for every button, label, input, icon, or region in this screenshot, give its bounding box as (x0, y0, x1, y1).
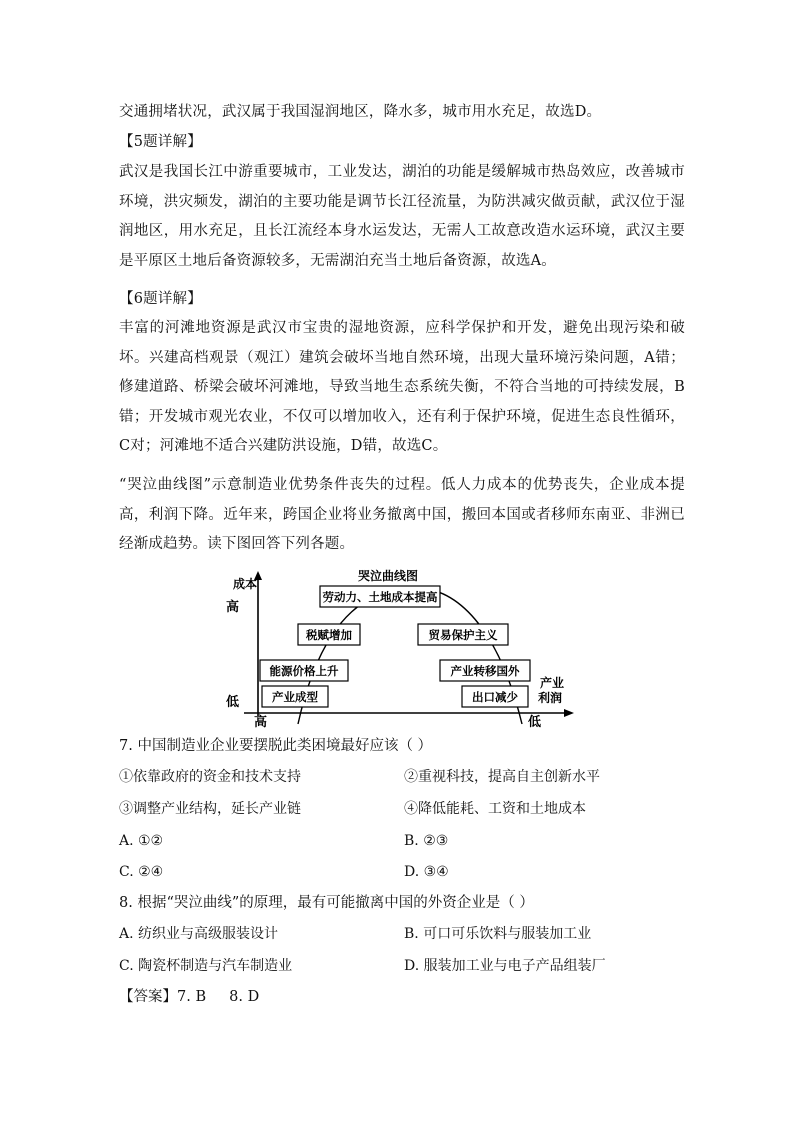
q7-option-b: B. ②③ (404, 833, 449, 849)
q7-stem: 7. 中国制造业企业要摆脱此类困境最好应该（ ） (119, 738, 433, 754)
paragraph-answer-4-end: 交通拥堵状况，武汉属于我国湿润地区，降水多，城市用水充足，故选D。 (119, 104, 602, 120)
x-axis-label-line1: 产业 (540, 676, 565, 690)
box-trade-protectionism: 贸易保护主义 (428, 628, 498, 642)
q8-stem: 8. 根据“哭泣曲线”的原理，最有可能撤离中国的外资企业是（ ） (119, 895, 534, 911)
q7-statement-2: ②重视科技，提高自主创新水平 (404, 769, 600, 785)
q7-option-d: D. ③④ (404, 864, 449, 880)
box-labor-land-cost: 劳动力、土地成本提高 (322, 590, 438, 604)
x-low-label: 低 (528, 715, 542, 728)
q7-option-a: A. ①② (119, 833, 164, 849)
diagram-title: 哭泣曲线图 (358, 569, 419, 583)
q8-option-c: C. 陶瓷杯制造与汽车制造业 (119, 958, 293, 974)
paragraph-diagram-intro: “哭泣曲线图”示意制造业优势条件丧失的过程。低人力成本的优势丧失，企业成本提高，利润下降。近年来，跨国企业将业务撤离中国，搬回本国或者移师东南亚、非洲已经渐成趋势。读下图回答下列各题。 (119, 477, 685, 552)
q8-option-a: A. 纺织业与高级服装设计 (119, 926, 279, 942)
box-export-decrease: 出口减少 (472, 690, 518, 704)
crying-curve-diagram (216, 566, 580, 728)
q8-option-b: B. 可口可乐饮料与服装加工业 (404, 926, 592, 942)
paragraph-q6-explanation: 丰富的河滩地资源是武汉市宝贵的湿地资源，应科学保护和开发，避免出现污染和破坏。兴建高档观景（观江）建筑会破坏当地自然环境，出现大量环境污染问题，A错；修建道路、桥梁会破坏河滩地，导致当地生态系统失衡，不符合当地的可持续发展，B错；开发城市观光农业，不仅可以增加收入，还有利于保护环境，促进生态良性循环，C对；河滩地不适合兴建防洪设施，D错，故选C。 (119, 320, 685, 454)
x-high-label: 高 (254, 715, 268, 728)
y-low-label: 低 (226, 695, 240, 710)
q7-statement-1: ①依靠政府的资金和技术支持 (119, 769, 301, 785)
box-industry-transfer: 产业转移国外 (450, 664, 520, 678)
q7-option-c: C. ②④ (119, 864, 164, 880)
q8-option-d: D. 服装加工业与电子产品组装厂 (404, 958, 606, 974)
paragraph-q5-explanation: 武汉是我国长江中游重要城市，工业发达，湖泊的功能是缓解城市热岛效应，改善城市环境，洪灾频发，湖泊的主要功能是调节长江径流量，为防洪减灾做贡献，武汉位于湿润地区，用水充足，且长江流经本身水运发达，无需人工故意改造水运环境，武汉主要是平原区土地后备资源较多，无需湖泊充当土地后备资源，故选A。 (119, 164, 685, 269)
heading-q5-explanation: 【5题详解】 (119, 134, 202, 150)
answer-line: 【答案】7. B 8. D (119, 989, 260, 1005)
x-axis-label-line2: 利润 (538, 691, 563, 705)
box-energy-price: 能源价格上升 (269, 664, 339, 678)
y-axis-label: 成本 (233, 577, 258, 591)
q7-statement-4: ④降低能耗、工资和土地成本 (404, 801, 586, 817)
box-tax-increase: 税赋增加 (306, 628, 352, 642)
q7-statement-3: ③调整产业结构，延长产业链 (119, 801, 301, 817)
box-industry-formed: 产业成型 (272, 690, 318, 704)
heading-q6-explanation: 【6题详解】 (119, 291, 202, 307)
y-high-label: 高 (226, 600, 240, 615)
